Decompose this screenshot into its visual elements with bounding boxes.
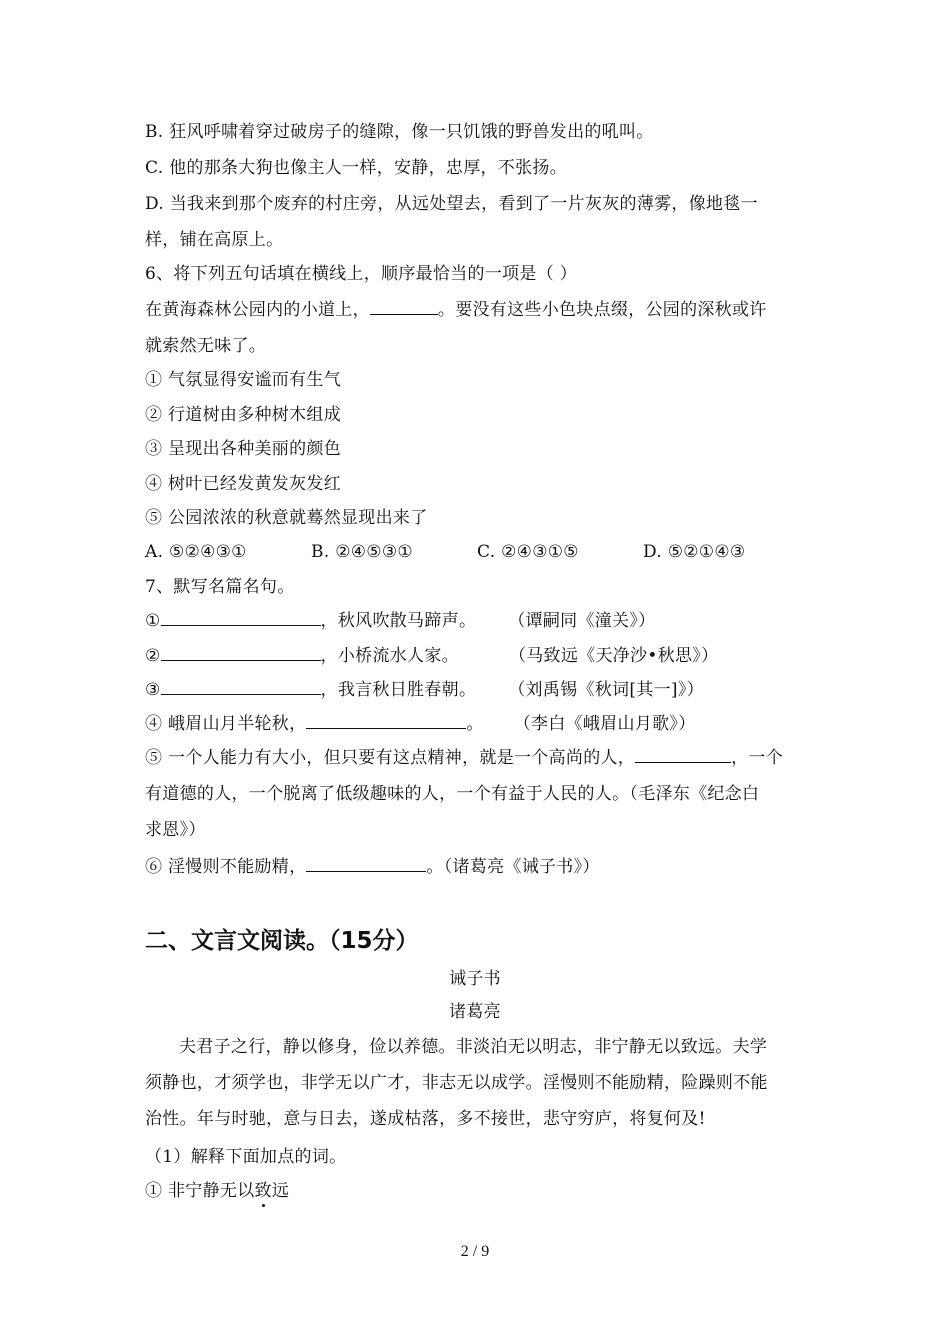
text-paragraph-line3: 治性。年与时驰，意与日去，遂成枯落，多不接世，悲守穷庐，将复何及! <box>145 1109 706 1129</box>
q7-l3-blank[interactable] <box>161 678 321 695</box>
q6-item-4: ④ 树叶已经发黄发灰发红 <box>145 474 342 494</box>
q7-l6-pre: ⑥ 淫慢则不能励精， <box>145 857 307 877</box>
q7-line-5b: 有道德的人，一个脱离了低级趣味的人，一个有益于人民的人。（毛泽东《纪念白 <box>145 784 760 804</box>
q7-line-6 <box>145 855 810 879</box>
q6-stem-pre: 在黄海森林公园内的小道上， <box>145 300 370 320</box>
q5-option-d-line1: D. 当我来到那个废弃的村庄旁，从远处望去，看到了一片灰灰的薄雾，像地毯一 <box>145 194 758 214</box>
sub-question-1: （1）解释下面加点的词。 <box>145 1147 347 1167</box>
page-number: 2 / 9 <box>460 1243 490 1260</box>
q7-l2-text: ，小桥流水人家。 <box>320 646 459 666</box>
q7-line-1 <box>145 609 810 633</box>
q7-l1-blank[interactable] <box>161 609 321 626</box>
q6-item-3: ③ 呈现出各种美丽的颜色 <box>145 439 342 459</box>
dotted-word-zhi: 致 <box>254 1181 272 1201</box>
q6-options <box>145 540 810 564</box>
text-author: 诸葛亮 <box>449 1002 501 1022</box>
q6-title: 6、将下列五句话填在横线上，顺序最恰当的一项是（ ） <box>145 264 578 284</box>
q7-l5-blank[interactable] <box>635 746 731 763</box>
q7-l2-source: （马致远《天净沙•秋思》） <box>508 646 719 666</box>
q5-option-d-line2: 样，铺在高原上。 <box>145 230 284 250</box>
text-title: 诫子书 <box>449 969 501 989</box>
q7-l2-blank[interactable] <box>161 644 321 661</box>
section-2-heading: 二、文言文阅读。（15分） <box>145 928 419 954</box>
q6-option-c: C. ②④③①⑤ <box>477 542 579 562</box>
q7-l4-blank[interactable] <box>306 712 466 729</box>
q7-l3-num: ③ <box>145 680 161 700</box>
q7-l1-num: ① <box>145 611 161 631</box>
q7-line-5a <box>145 746 810 770</box>
q7-line-2 <box>145 644 810 668</box>
q7-l1-source: （谭嗣同《潼关》） <box>508 611 656 631</box>
q6-option-b: B. ②④⑤③① <box>311 542 413 562</box>
text-paragraph-line1: 夫君子之行，静以修身，俭以养德。非淡泊无以明志，非宁静无以致远。夫学 <box>179 1037 768 1057</box>
q6-item-1: ① 气氛显得安谧而有生气 <box>145 370 342 390</box>
q6-option-a: A. ⑤②④③① <box>145 542 247 562</box>
q7-l3-source: （刘禹锡《秋词[其一]》） <box>508 680 704 700</box>
q7-title: 7、默写名篇名句。 <box>145 577 295 597</box>
q7-line-4 <box>145 712 810 736</box>
q7-l4-post: 。 <box>466 714 484 734</box>
q5-option-b: B. 狂风呼啸着穿过破房子的缝隙，像一只饥饿的野兽发出的吼叫。 <box>145 122 654 142</box>
q5-option-c: C. 他的那条大狗也像主人一样，安静，忠厚，不张扬。 <box>145 158 568 178</box>
q7-l6-post: 。（诸葛亮《诫子书》） <box>426 857 600 877</box>
q6-stem-post: 。要没有这些小色块点缀，公园的深秋或许 <box>437 300 767 320</box>
q6-item-5: ⑤ 公园浓浓的秋意就蓦然显现出来了 <box>145 508 428 528</box>
q7-l3-text: ，我言秋日胜春朝。 <box>320 680 477 700</box>
text-paragraph-line2: 须静也，才须学也，非学无以广才，非志无以成学。淫慢则不能励精，险躁则不能 <box>145 1073 768 1093</box>
sub-question-1a <box>145 1179 810 1203</box>
q7-l5-post: ，一个 <box>731 748 784 768</box>
q6-option-d: D. ⑤②①④③ <box>643 542 746 562</box>
q6-stem-line2: 就索然无味了。 <box>145 336 267 356</box>
q7-line-3 <box>145 678 810 702</box>
q7-l6-blank[interactable] <box>306 855 426 872</box>
q6-stem-line1 <box>145 298 810 322</box>
q6-fill-blank[interactable] <box>370 298 438 315</box>
q7-l4-source: （李白《峨眉山月歌》） <box>513 714 696 734</box>
q7-l1-text: ，秋风吹散马蹄声。 <box>320 611 477 631</box>
q7-l4-pre: ④ 峨眉山月半轮秋， <box>145 714 307 734</box>
q1a-post: 远 <box>271 1181 290 1201</box>
q7-line-5c: 求恩》） <box>145 820 206 840</box>
q7-l5-pre: ⑤ 一个人能力有大小，但只要有这点精神，就是一个高尚的人， <box>145 748 636 768</box>
q7-l2-num: ② <box>145 646 161 666</box>
q6-item-2: ② 行道树由多种树木组成 <box>145 405 342 425</box>
q1a-pre: ① 非宁静无以 <box>145 1181 255 1201</box>
